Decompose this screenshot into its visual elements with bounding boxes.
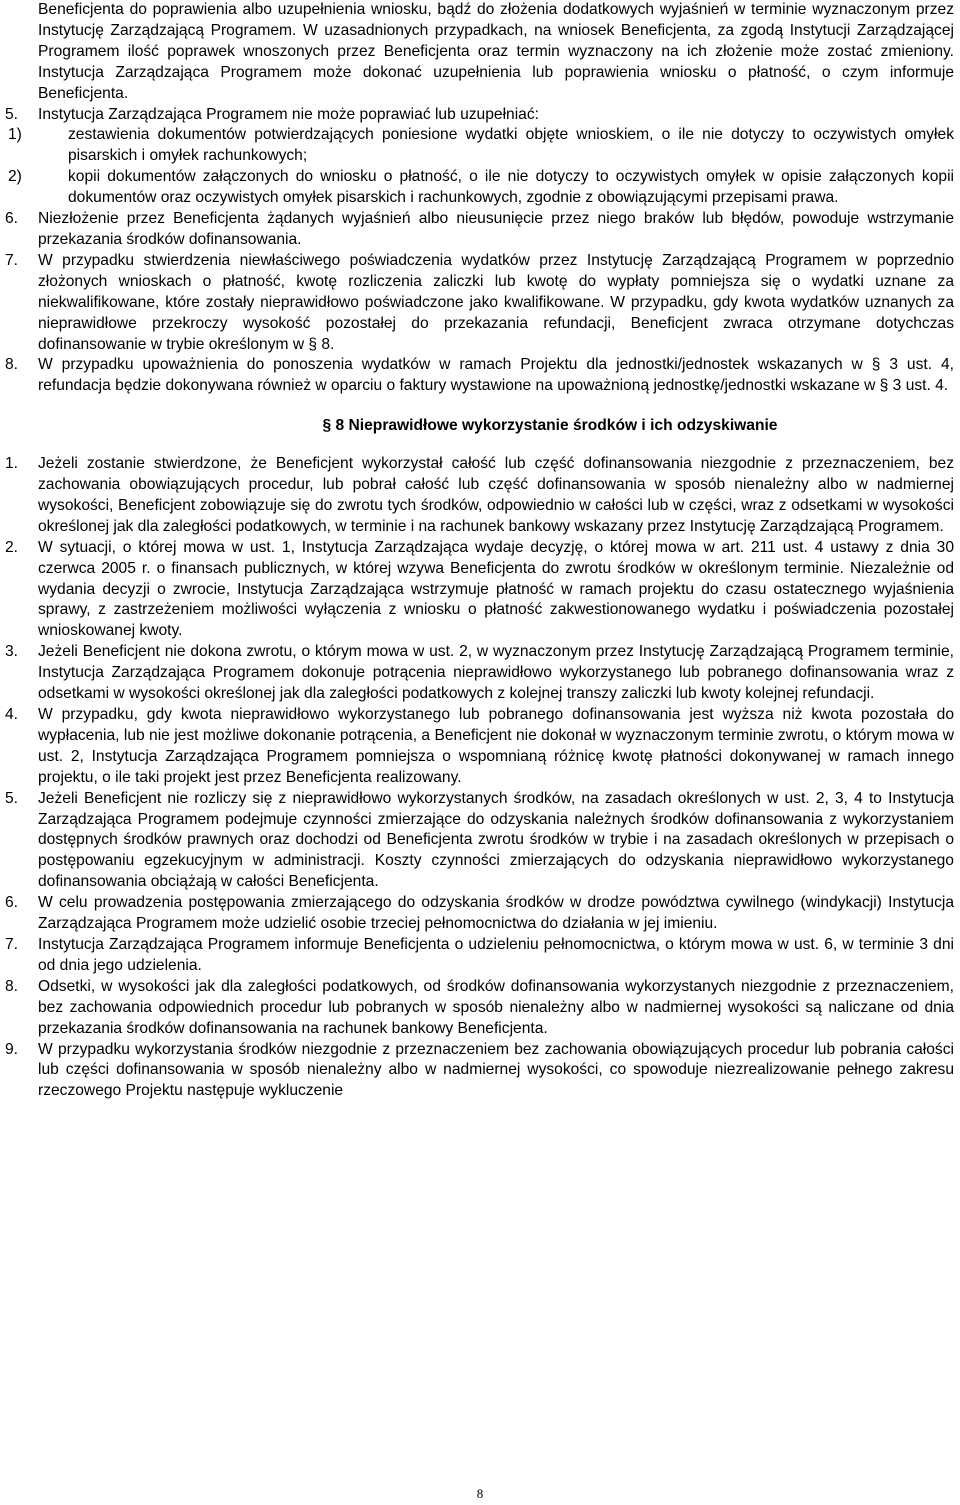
- list-item-6: [5, 209, 954, 251]
- list-item-6: [5, 893, 954, 935]
- list-text: W sytuacji, o której mowa w ust. 1, Instytucja Zarządzająca wydaje decyzję, o której mowa w art. 211 ust. 4 ustawy z dnia 30 czerwca 2005 r. o finansach publicznych, w której wzywa Beneficjenta do zwrotu środków w określonym terminie. Niezależnie od wydania decyzji o zwrocie, Instytucja Zarządzająca wstrzymuje płatność w ramach projektu do czasu ostatecznego wyjaśnienia sprawy, z zastrzeżeniem możliwości wyłączenia z wniosku o płatność zakwestionowanego wydatku i poświadczenia pozostałej wnioskowanej kwoty.: [38, 538, 954, 640]
- list-number: 6.: [5, 210, 19, 228]
- sub-text: kopii dokumentów załączonych do wniosku o płatność, o ile nie dotyczy to oczywistych omyłek w opisie załączonych kopii dokumentów oraz oczywistych omyłek pisarskich i rachunkowych, zgodnie z obowiązującymi przepisami prawa.: [68, 168, 954, 207]
- list-number: 7.: [5, 251, 19, 269]
- list-text: W przypadku upoważnienia do ponoszenia wydatków w ramach Projektu dla jednostki/jednostek wskazanych w § 3 ust. 4, refundacja będzie dokonywana również w oparciu o faktury wystawione na upoważnioną jednostkę/jednostki wskazane w § 3 ust. 4.: [38, 356, 954, 395]
- list-text: Jeżeli Beneficjent nie rozliczy się z nieprawidłowo wykorzystanych środków, na zasadach określonych w ust. 2, 3, 4 to Instytucja Zarządzająca Programem podejmuje czynności zmierzające do odzyskania należnych środków dofinansowania z wykorzystaniem dostępnych środków prawnych oraz dochodzi od Beneficjenta zwrotu środków w trybie i na zasadach określonych w przepisach o postępowaniu egzekucyjnym w administracji. Koszty czynności zmierzających do odzyskania nieprawidłowo wykorzystanego dofinansowania obciążają w całości Beneficjenta.: [38, 789, 954, 891]
- sub-number: 1): [8, 126, 22, 144]
- list-item-3: [5, 642, 954, 705]
- list-item-7: [5, 251, 954, 356]
- sub-text: zestawienia dokumentów potwierdzających poniesione wydatki objęte wnioskiem, o ile nie dotyczy to oczywistych omyłek pisarskich i omyłek rachunkowych;: [68, 126, 954, 165]
- list-number: 6.: [5, 894, 19, 912]
- sub-item-2: [8, 167, 954, 209]
- list-item-8: [5, 977, 954, 1040]
- list-text: Jeżeli Beneficjent nie dokona zwrotu, o którym mowa w ust. 2, w wyznaczonym przez Instytucję Zarządzającą Programem terminie, Instytucja Zarządzająca Programem dokonuje potrącenia nieprawidłowo wykorzystanego lub pobranego dofinansowania wraz z odsetkami w wysokości określonej jak dla zaległości podatkowych z kolejnej transzy zaliczki lub kwoty kolejnej refundacji.: [38, 643, 954, 703]
- list-number: 2.: [5, 538, 19, 556]
- list-text: Instytucja Zarządzająca Programem nie może poprawiać lub uzupełniać:: [38, 105, 539, 123]
- list-number: 8.: [5, 977, 19, 995]
- list-number: 8.: [5, 356, 19, 374]
- list-item-7: [5, 935, 954, 977]
- page-number: 8: [476, 1486, 484, 1501]
- list-item-8: [5, 355, 954, 397]
- list-item-5: [5, 789, 954, 894]
- list-text: Jeżeli zostanie stwierdzone, że Beneficjent wykorzystał całość lub część dofinansowania niezgodnie z przeznaczeniem, bez zachowania obowiązujących procedur, lub pobrał całość lub część dofinansowania w sposób nienależny albo w nadmiernej wysokości, Beneficjent zobowiązuje się do zwrotu tych środków, odpowiednio w całości lub w części, wraz z odsetkami w wysokości określonej jak dla zaległości podatkowych, w terminie i na rachunek bankowy wskazany przez Instytucję Zarządzającą Programem.: [38, 455, 954, 535]
- sub-item-1: [8, 125, 954, 167]
- list-item-2: [5, 538, 954, 643]
- sub-number: 2): [8, 168, 22, 186]
- section-heading: § 8 Nieprawidłowe wykorzystanie środków i ich odzyskiwanie: [322, 417, 778, 435]
- intro-paragraph: Beneficjenta do poprawienia albo uzupełnienia wniosku, bądź do złożenia dodatkowych wyjaśnień w terminie wyznaczonym przez Instytucję Zarządzającą Programem. W uzasadnionych przypadkach, na wniosek Beneficjenta, za zgodą Instytucji Zarządzającej Programem ilość poprawek wnoszonych przez Beneficjenta oraz termin wyznaczony na ich złożenie może zostać zmieniony. Instytucja Zarządzająca Programem może dokonać uzupełnienia lub poprawienia wniosku o płatność, o czym informuje Beneficjenta.: [38, 1, 954, 102]
- list-text: W celu prowadzenia postępowania zmierzającego do odzyskania środków w drodze powództwa cywilnego (windykacji) Instytucja Zarządzająca Programem może udzielić osobie trzeciej pełnomocnictwa do działania w jej imieniu.: [38, 894, 954, 933]
- list-text: Niezłożenie przez Beneficjenta żądanych wyjaśnień albo nieusunięcie przez niego braków lub błędów, powoduje wstrzymanie przekazania środków dofinansowania.: [38, 210, 954, 248]
- list-number: 1.: [5, 455, 19, 473]
- list-item-9: [5, 1040, 954, 1103]
- list-item-4: [5, 705, 954, 789]
- list-number: 7.: [5, 935, 19, 953]
- list-item-5: [5, 105, 954, 126]
- list-text: Odsetki, w wysokości jak dla zaległości podatkowych, od środków dofinansowania wykorzystanych niezgodnie z przeznaczeniem, bez zachowania odpowiednich procedur lub pobranych w sposób nienależny albo w nadmiernej wysokości są naliczane od dnia przekazania środków dofinansowania na rachunek bankowy Beneficjenta.: [38, 977, 954, 1037]
- list-number: 3.: [5, 643, 19, 661]
- list-text: Instytucja Zarządzająca Programem informuje Beneficjenta o udzieleniu pełnomocnictwa, o którym mowa w ust. 6, w terminie 3 dni od dnia jego udzielenia.: [38, 935, 954, 974]
- list-text: W przypadku wykorzystania środków niezgodnie z przeznaczeniem bez zachowania obowiązujących procedur lub pobrania całości lub części dofinansowania w sposób nienależny albo w nadmiernej wysokości, co spowoduje niezrealizowanie pełnego zakresu rzeczowego Projektu następuje wykluczenie: [38, 1040, 954, 1100]
- list-number: 5.: [5, 105, 19, 123]
- list-text: W przypadku, gdy kwota nieprawidłowo wykorzystanego lub pobranego dofinansowania jest wyższa niż kwota pozostała do wypłacenia, lub nie jest możliwe dokonanie potrącenia, a Beneficjent nie dokonał w wyznaczonym terminie zwrotu, o którym mowa w ust. 2, Instytucja Zarządzająca Programem pomniejsza o wspomnianą różnicę kwotę płatności dokonywanej w ramach innego projektu, o ile taki projekt jest przez Beneficjenta realizowany.: [38, 706, 954, 786]
- list-number: 4.: [5, 706, 19, 723]
- list-text: W przypadku stwierdzenia niewłaściwego poświadczenia wydatków przez Instytucję Zarządzającą Programem w poprzednio złożonych wnioskach o płatność, kwotę rozliczenia zaliczki lub kwotę do wypłaty pomniejsza się o wydatki uznane za niekwalifikowane, które zostały nieprawidłowo poświadczone jako kwalifikowane. W przypadku, gdy kwota wydatków uznanych za nieprawidłowe przekroczy wysokość pozostałej do przekazania refundacji, Beneficjent zwraca otrzymane dotychczas dofinansowanie w trybie określonym w § 8.: [38, 251, 954, 353]
- list-number: 5.: [5, 789, 19, 807]
- list-item-1: [5, 454, 954, 538]
- list-number: 9.: [5, 1040, 19, 1058]
